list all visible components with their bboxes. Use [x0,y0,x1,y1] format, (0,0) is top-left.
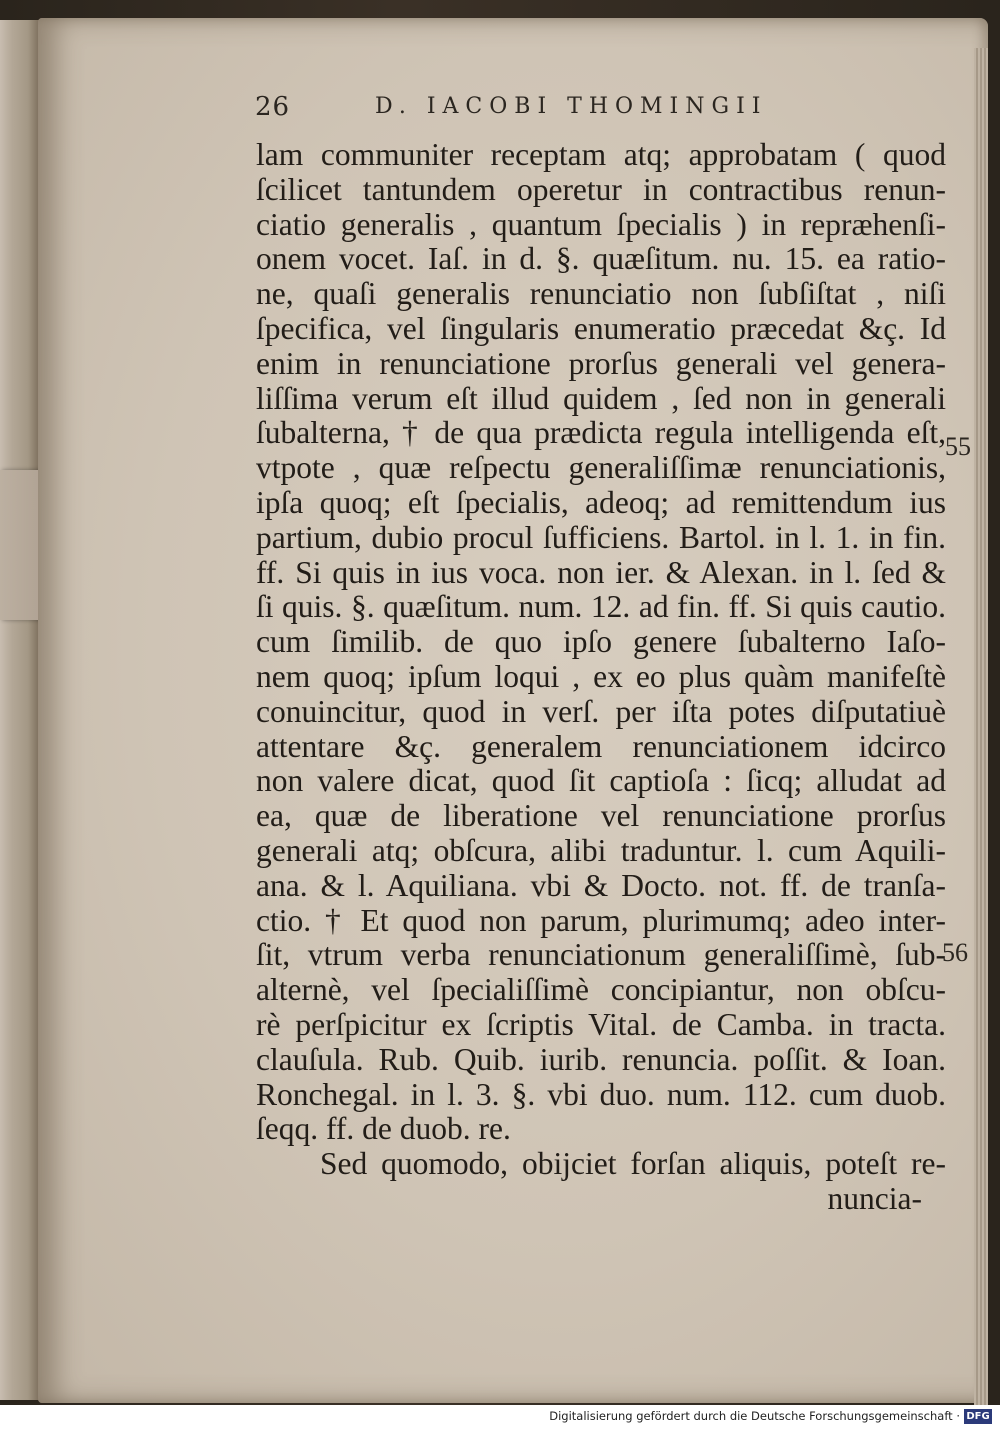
text-line: clauſula. Rub. Quib. iurib. renuncia. poſſit. & Ioan. [256,1041,946,1077]
text-line: Ronchegal. in l. 3. §. vbi duo. num. 112. cum duob. [256,1076,946,1112]
text-line: liſſima verum eſt illud quidem , ſed non in generali [256,380,946,416]
text-line: ciatio generalis , quantum ſpecialis ) in repræhenſi- [256,206,946,242]
running-head: D. IACOBI THOMINGII [375,94,768,119]
text-line: ſpecifica, vel ſingularis enumeratio præcedat &ç. Id [256,310,946,346]
page-number: 26 [255,92,291,122]
text-line: lam communiter receptam atq; approbatam ( quod [256,137,946,172]
text-line: ne, quaſi generalis renunciatio non ſubſiſtat , niſi [256,276,946,312]
text-line: Sed quomodo, obijciet forſan aliquis, poteſt re- [320,1146,946,1182]
text-line: conuincitur, quod in verſ. per iſta potes diſputatiuè [256,693,946,729]
text-line: ana. & l. Aquiliana. vbi & Docto. not. ff. de tranſa- [256,867,946,903]
digitization-footer [0,1405,1000,1429]
book-binding [0,20,40,1400]
marginal-number-55: 55 [945,432,971,461]
text-line: attentare &ç. generalem renunciationem idcirco [256,728,946,764]
text-line: alternè, vel ſpecialiſſimè concipiantur, non obſcu- [256,972,946,1008]
text-line: ſit, vtrum verba renunciationum generaliſſimè, ſub- [256,937,946,973]
text-line: partium, dubio procul ſufficiens. Bartol. in l. 1. in fin. [256,519,946,555]
text-line: ſubalterna, † de qua prædicta regula intelligenda eſt, [256,415,946,451]
footer-credit: Digitalisierung gefördert durch die Deutsche Forschungsgemeinschaft · [549,1409,960,1423]
catchword: nuncia- [827,1180,922,1216]
text-line: nem quoq; ipſum loqui , ex eo plus quàm manifeſtè [256,658,946,694]
text-line: enim in renunciatione prorſus generali vel genera- [256,345,946,381]
text-line: onem vocet. Iaſ. in d. §. quæſitum. nu. 15. ea ratio- [256,241,946,277]
text-line: ſeqq. ff. de duob. re. [256,1111,511,1147]
dfg-logo: DFG [964,1409,992,1424]
text-line: ſi quis. §. quæſitum. num. 12. ad fin. ff. Si quis cautio. [256,589,946,625]
text-line: rè perſpicitur ex ſcriptis Vital. de Camba. in tracta. [256,1006,946,1042]
body-text [256,138,946,1217]
text-line: non valere dicat, quod ſit captioſa : ſicq; alludat ad [256,763,946,799]
marginal-number-56: 56 [942,938,968,967]
page-header [255,92,955,132]
text-line: ctio. † Et quod non parum, plurimumq; adeo inter- [256,902,946,938]
page-fore-edge [974,48,988,1418]
text-line: ipſa quoq; eſt ſpecialis, adeoq; ad remittendum ius [256,484,946,520]
text-line: generali atq; obſcura, alibi traduntur. l. cum Aquili- [256,832,946,868]
text-line: ea, quæ de liberatione vel renunciatione prorſus [256,798,946,834]
text-line: vtpote , quæ reſpectu generaliſſimæ renunciationis, [256,450,946,486]
text-line: ſcilicet tantundem operetur in contractibus renun- [256,171,946,207]
text-line: ff. Si quis in ius voca. non ier. & Alexan. in l. ſed & [256,554,946,590]
text-line: cum ſimilib. de quo ipſo genere ſubalterno Iaſo- [256,624,946,660]
